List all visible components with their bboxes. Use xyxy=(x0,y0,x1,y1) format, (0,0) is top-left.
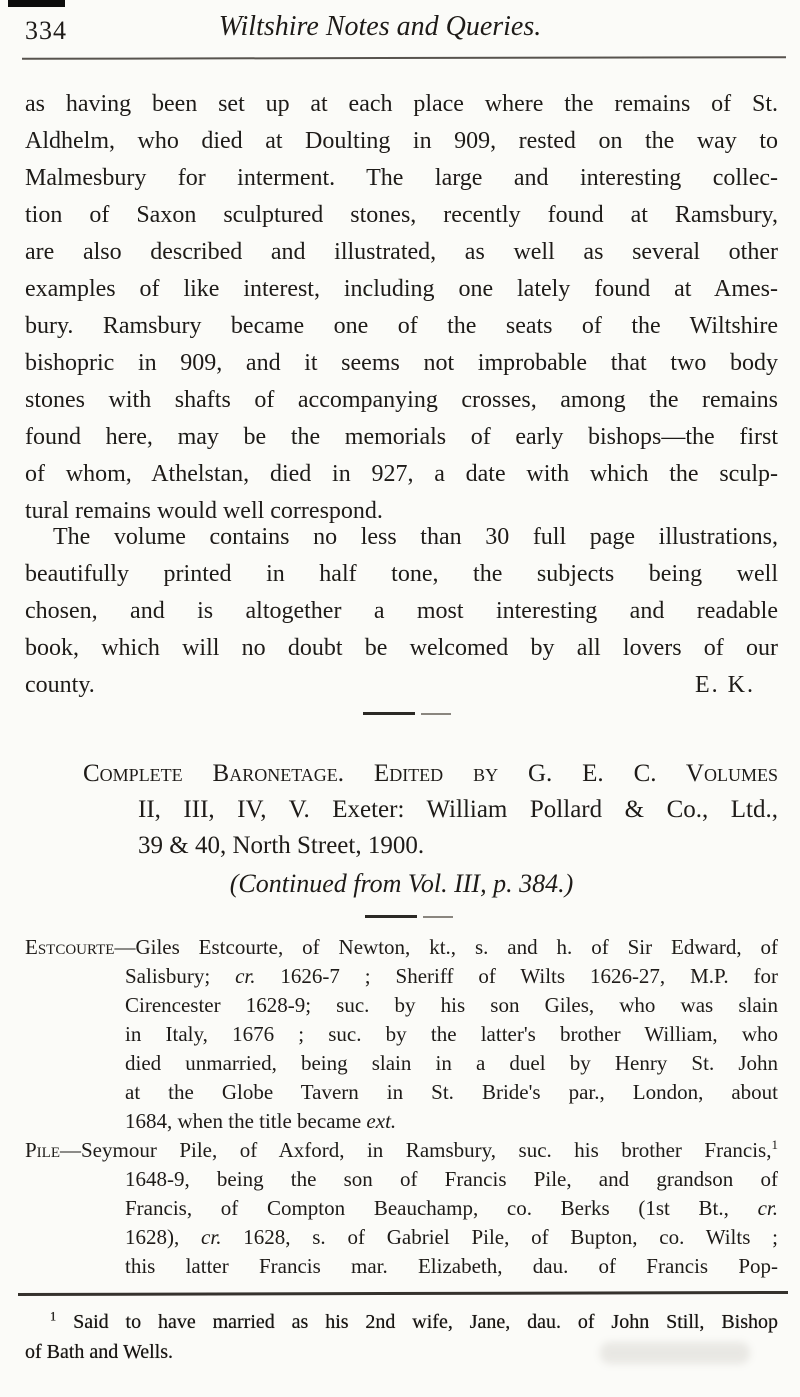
divider-dash xyxy=(423,916,453,918)
entry-line: in Italy, 1676 ; suc. by the latter's brother William, who xyxy=(125,1022,778,1046)
footnote-line: of Bath and Wells. xyxy=(25,1341,173,1363)
paragraph-last-word: county. xyxy=(25,672,95,698)
text-line: Aldhelm, who died at Doulting in 909, rested on the way to xyxy=(25,128,778,154)
scan-smudge xyxy=(600,1342,750,1364)
text-line: of whom, Athelstan, died in 927, a date with which the sculp- xyxy=(25,461,778,487)
entry-line: 1648-9, being the son of Francis Pile, and grandson of xyxy=(125,1167,778,1191)
text-line: are also described and illustrated, as well as several other xyxy=(25,239,778,265)
divider-dash xyxy=(363,712,415,715)
entry-line: this latter Francis mar. Elizabeth, dau. of Francis Pop- xyxy=(125,1254,778,1278)
heading-line: 39 & 40, North Street, 1900. xyxy=(138,832,425,859)
entry-line: Estcourte—Giles Estcourte, of Newton, kt., s. and h. of Sir Edward, of xyxy=(25,935,778,959)
text-line xyxy=(25,667,778,704)
entry-estcourte xyxy=(25,933,778,1136)
heading-line: II, III, IV, V. Exeter: William Pollard & Co., Ltd., xyxy=(138,796,778,823)
text-line: The volume contains no less than 30 full page illustrations, xyxy=(53,524,778,550)
text-line: examples of like interest, including one lately found at Ames- xyxy=(25,276,778,302)
entry-line: Francis, of Compton Beauchamp, co. Berks (1st Bt., cr. xyxy=(125,1196,778,1220)
baronetage-entries xyxy=(25,933,778,1281)
entry-line: 1628), cr. 1628, s. of Gabriel Pile, of Bupton, co. Wilts ; xyxy=(125,1225,779,1249)
entry-pile xyxy=(25,1136,778,1281)
footnote-rule xyxy=(18,1291,788,1296)
text-line: found here, may be the memorials of early bishops—the first xyxy=(25,424,778,450)
section-divider xyxy=(363,712,451,715)
text-line: tion of Saxon sculptured stones, recently found at Ramsbury, xyxy=(25,202,778,228)
divider-dash xyxy=(365,915,417,918)
section-divider xyxy=(365,915,453,918)
text-line: book, which will no doubt be welcomed by all lovers of our xyxy=(25,635,778,661)
entry-line: at the Globe Tavern in St. Bride's par., London, about xyxy=(125,1080,778,1104)
footnote-line: $^1$ Said to have married as his 2nd wife, Jane, dau. of John Still, Bishop xyxy=(50,1309,778,1333)
heading-line: Complete Baronetage. Edited by G. E. C. Volumes xyxy=(83,760,778,787)
text-line: Malmesbury for interment. The large and interesting collec- xyxy=(25,165,778,191)
review-paragraph-2 xyxy=(25,519,778,704)
text-line: as having been set up at each place where the remains of St. xyxy=(25,91,778,117)
header-rule xyxy=(22,56,786,60)
reviewer-initials: E. K. xyxy=(695,672,755,698)
text-line: tural remains would well correspond. xyxy=(25,498,383,524)
text-line: beautifully printed in half tone, the subjects being well xyxy=(25,561,778,587)
page-number: 334 xyxy=(25,16,67,45)
entry-line: Pile—Seymour Pile, of Axford, in Ramsbury, suc. his brother Francis,$^1$ xyxy=(25,1137,778,1162)
text-line: stones with shafts of accompanying crosses, among the remains xyxy=(25,387,778,413)
scan-artifact-bar xyxy=(8,0,65,7)
review-paragraph-1 xyxy=(25,86,778,530)
text-line: bishopric in 909, and it seems not improbable that two body xyxy=(25,350,778,376)
running-title: Wiltshire Notes and Queries. xyxy=(218,11,542,42)
text-line: chosen, and is altogether a most interesting and readable xyxy=(25,598,778,624)
entry-line: 1684, when the title became ext. xyxy=(125,1109,397,1133)
entry-line: died unmarried, being slain in a duel by Henry St. John xyxy=(125,1051,778,1075)
continued-from-note: (Continued from Vol. III, p. 384.) xyxy=(229,869,574,898)
book-heading xyxy=(25,756,778,902)
entry-line: Salisbury; cr. 1626-7 ; Sheriff of Wilts 1626-27, M.P. for xyxy=(125,964,778,988)
text-line: bury. Ramsbury became one of the seats of the Wiltshire xyxy=(25,313,778,339)
divider-dash xyxy=(421,713,451,715)
entry-line: Cirencester 1628-9; suc. by his son Giles, who was slain xyxy=(125,993,778,1017)
